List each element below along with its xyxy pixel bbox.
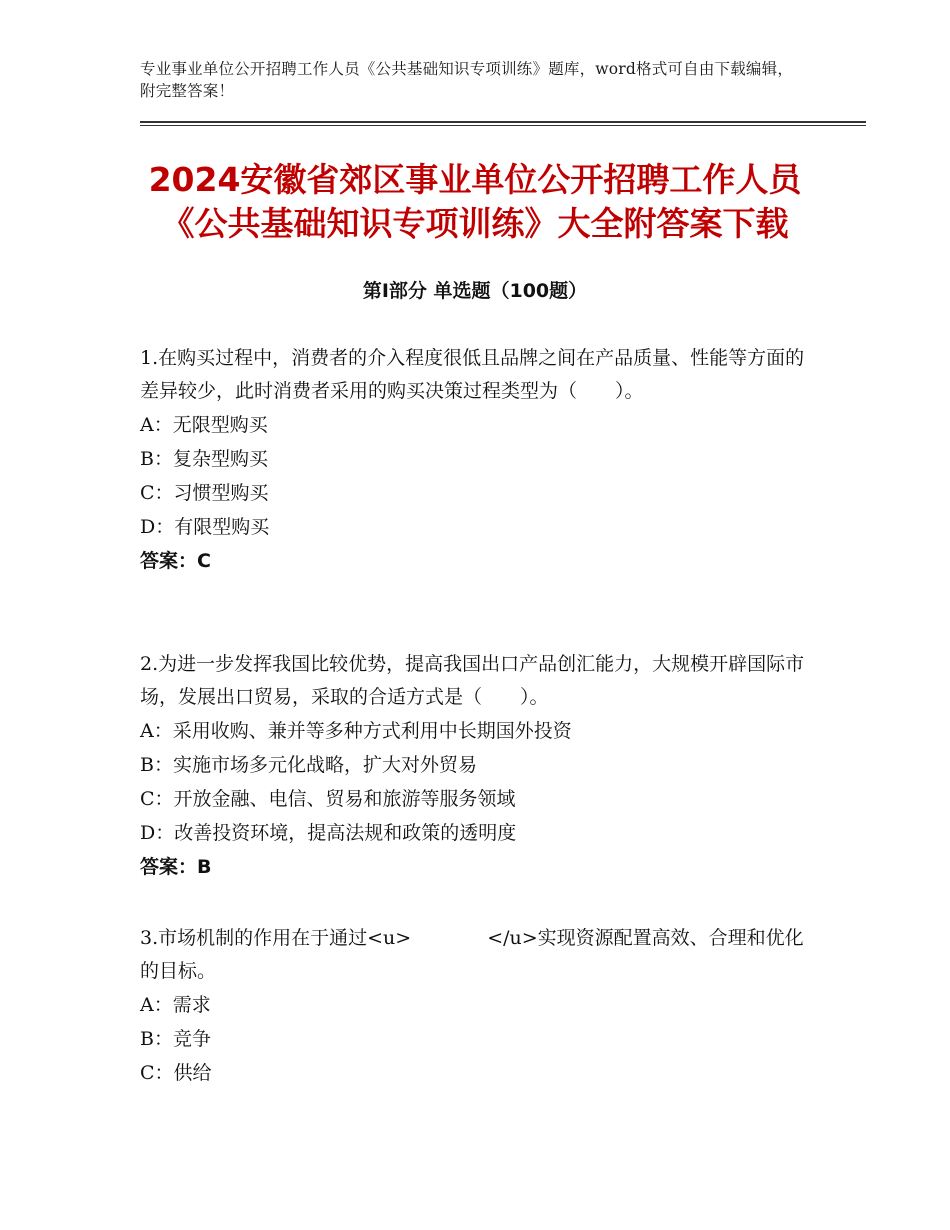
header-note: 专业事业单位公开招聘工作人员《公共基础知识专项训练》题库，word格式可自由下载编辑，附完整答案！ bbox=[140, 60, 794, 100]
title-line-2: 《公共基础知识专项训练》大全附答案下载 bbox=[161, 204, 789, 243]
title-line-1: 2024安徽省郊区事业单位公开招聘工作人员 bbox=[148, 160, 802, 199]
option-d: D：改善投资环境，提高法规和政策的透明度 bbox=[140, 822, 517, 844]
question-1 bbox=[140, 342, 810, 578]
answer: 答案：B bbox=[140, 856, 212, 878]
question-stem: 3.市场机制的作用在于通过<u> </u>实现资源配置高效、合理和优化的目标。 bbox=[140, 927, 804, 982]
option-a: A：无限型购买 bbox=[140, 414, 268, 436]
option-d: D：有限型购买 bbox=[140, 516, 270, 538]
document-title bbox=[120, 158, 830, 246]
question-stem: 2.为进一步发挥我国比较优势，提高我国出口产品创汇能力，大规模开辟国际市场，发展出口贸易，采取的合适方式是（ ）。 bbox=[140, 653, 805, 708]
header-rule-thin bbox=[140, 125, 866, 126]
question-stem: 1.在购买过程中，消费者的介入程度很低且品牌之间在产品质量、性能等方面的差异较少，此时消费者采用的购买决策过程类型为（ ）。 bbox=[140, 347, 805, 402]
option-a: A：采用收购、兼并等多种方式利用中长期国外投资 bbox=[140, 720, 572, 742]
question-2 bbox=[140, 648, 810, 884]
option-b: B：实施市场多元化战略，扩大对外贸易 bbox=[140, 754, 477, 776]
section-title: 第Ⅰ部分 单选题（100题） bbox=[362, 280, 588, 302]
header-rule-thick bbox=[140, 121, 866, 123]
option-b: B：竞争 bbox=[140, 1028, 211, 1050]
option-a: A：需求 bbox=[140, 994, 211, 1016]
option-c: C：习惯型购买 bbox=[140, 482, 269, 504]
answer: 答案：C bbox=[140, 550, 211, 572]
option-c: C：供给 bbox=[140, 1062, 212, 1084]
question-3 bbox=[140, 922, 810, 1090]
option-c: C：开放金融、电信、贸易和旅游等服务领域 bbox=[140, 788, 516, 810]
option-b: B：复杂型购买 bbox=[140, 448, 268, 470]
